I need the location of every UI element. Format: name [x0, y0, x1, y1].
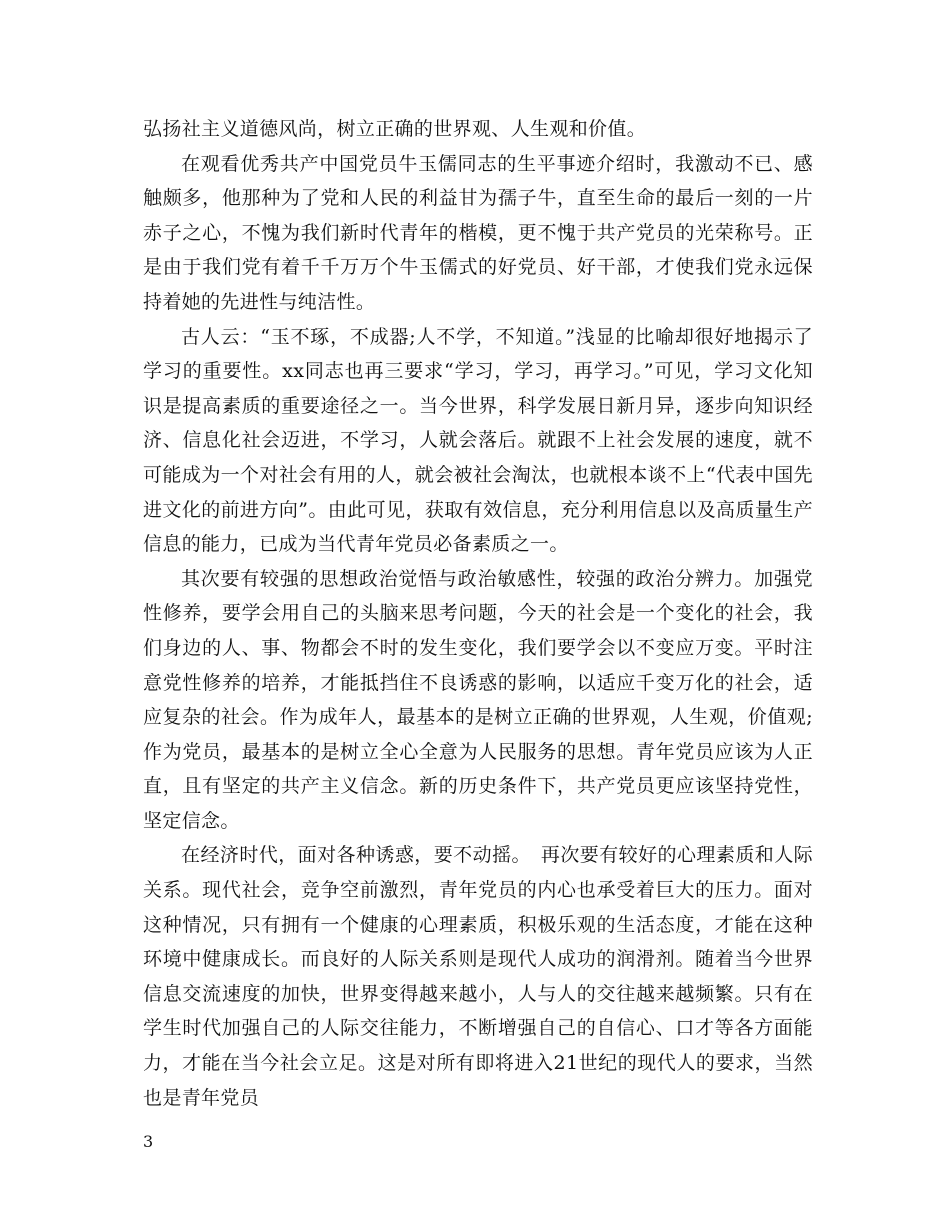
- paragraph: 古人云：“玉不琢，不成器;人不学，不知道。”浅显的比喻却很好地揭示了学习的重要性。xx同志也再三要求“学习，学习，再学习。”可见，学习文化知识是提高素质的重要途径之一。当今世界，科学发展日新月异，逐步向知识经济、信息化社会迈进，不学习，人就会落后。就跟不上社会发展的速度，就不可能成为一个对社会有用的人，就会被社会淘汰，也就根本谈不上“代表中国先进文化的前进方向”。由此可见，获取有效信息，充分利用信息以及高质量生产信息的能力，已成为当代青年党员必备素质之一。: [143, 325, 813, 556]
- paragraph: 在经济时代，面对各种诱惑，要不动摇。 再次要有较好的心理素质和人际关系。现代社会，竞争空前激烈，青年党员的内心也承受着巨大的压力。面对这种情况，只有拥有一个健康的心理素质，积极乐观的生活态度，才能在这种环境中健康成长。而良好的人际关系则是现代人成功的润滑剂。随着当今世界信息交流速度的加快，世界变得越来越小，人与人的交往越来越频繁。只有在学生时代加强自己的人际交往能力，不断增强自己的自信心、口才等各方面能力，才能在当今社会立足。这是对所有即将进入21世纪的现代人的要求，当然也是青年党员: [143, 844, 813, 1109]
- page-number: 3: [143, 1132, 154, 1151]
- paragraph: 弘扬社主义道德风尚，树立正确的世界观、人生观和价值。: [143, 118, 647, 140]
- paragraph: 其次要有较强的思想政治觉悟与政治敏感性，较强的政治分辨力。加强党性修养，要学会用自己的头脑来思考问题，今天的社会是一个变化的社会，我们身边的人、事、物都会不时的发生变化，我们要学会以不变应万变。平时注意党性修养的培养，才能抵挡住不良诱惑的影响，以适应千变万化的社会，适应复杂的社会。作为成年人，最基本的是树立正确的世界观，人生观，价值观;作为党员，最基本的是树立全心全意为人民服务的思想。青年党员应该为人正直，且有坚定的共产主义信念。新的历史条件下，共产党员更应该坚持党性，坚定信念。: [143, 567, 813, 832]
- paragraph: 在观看优秀共产中国党员牛玉儒同志的生平事迹介绍时，我激动不已、感触颇多，他那种为了党和人民的利益甘为孺子牛，直至生命的最后一刻的一片赤子之心，不愧为我们新时代青年的楷模，更不愧于共产党员的光荣称号。正是由于我们党有着千千万万个牛玉儒式的好党员、好干部，才使我们党永远保持着她的先进性与纯洁性。: [143, 152, 813, 313]
- document-body: [143, 112, 813, 1115]
